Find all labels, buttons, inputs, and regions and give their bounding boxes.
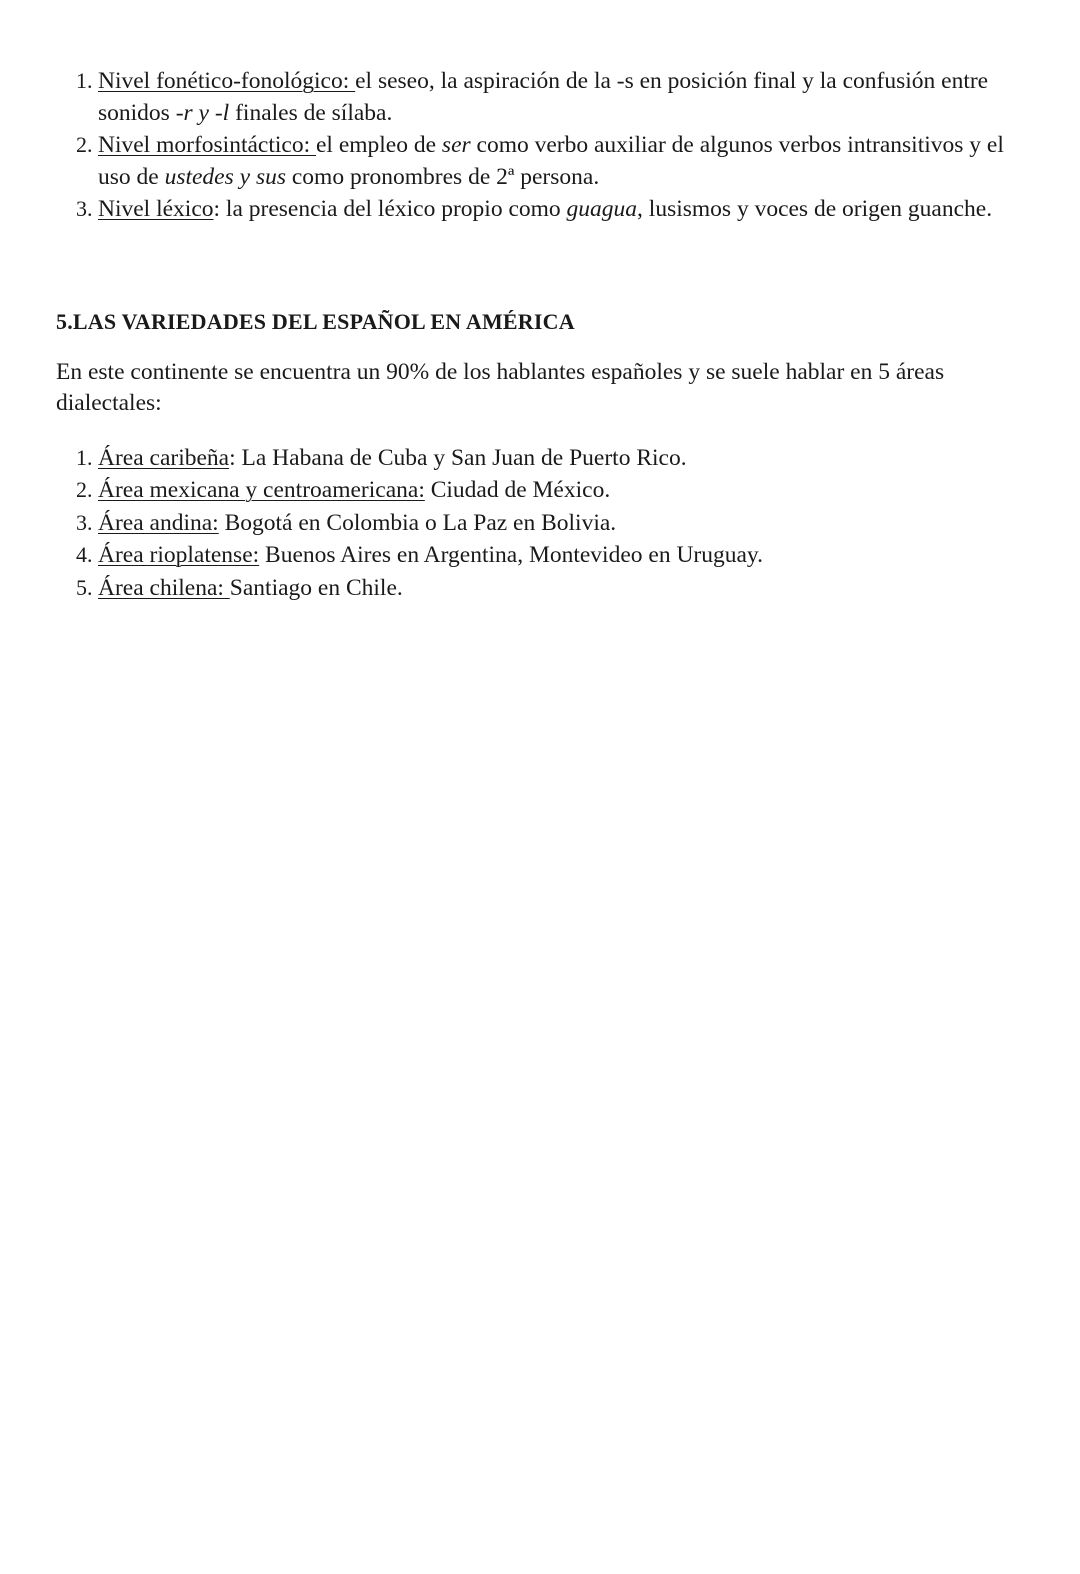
list-item	[98, 474, 1028, 507]
list-item	[98, 193, 1028, 226]
section-intro: En este continente se encuentra un 90% de los hablantes españoles y se suele hablar en 5 áreas dialectales:	[56, 358, 945, 416]
item-italic: ustedes y sus	[164, 163, 286, 190]
item-text: como pronombres de 2ª persona.	[285, 163, 600, 190]
item-italic: guagua	[566, 196, 638, 222]
item-italic: -r y -l	[175, 99, 230, 126]
linguistic-levels-list	[56, 65, 1028, 226]
item-text: : La Habana de Cuba y San Juan de Puerto Rico.	[229, 444, 687, 471]
item-label: Área andina:	[98, 509, 219, 536]
list-item	[98, 507, 1028, 540]
item-label: Nivel léxico	[98, 196, 214, 222]
item-text: Ciudad de México.	[424, 477, 611, 503]
item-text: Santiago en Chile.	[229, 574, 403, 601]
list-item	[98, 442, 1028, 475]
item-text: , lusismos y voces de origen guanche.	[637, 196, 993, 222]
list-item	[98, 129, 1028, 193]
section-heading: 5.LAS VARIEDADES DEL ESPAÑOL EN AMÉRICA	[56, 308, 575, 334]
item-text: como verbo auxiliar de algunos verbos intransitivos y el uso de	[98, 132, 1004, 190]
item-text: : la presencia del léxico propio como	[213, 196, 567, 222]
list-item	[98, 65, 1028, 129]
item-text: finales de sílaba.	[229, 99, 393, 126]
item-label: Área chilena:	[98, 574, 230, 601]
list-item	[98, 572, 1028, 605]
item-text: el seseo, la aspiración de la -s en posición final y la confusión entre sonidos	[98, 68, 989, 126]
item-label: Nivel morfosintáctico:	[98, 132, 316, 158]
item-text: Bogotá en Colombia o La Paz en Bolivia.	[218, 509, 617, 536]
item-italic: ser	[441, 132, 471, 158]
dialect-areas-list	[56, 442, 1028, 605]
item-label: Área caribeña	[98, 444, 230, 471]
item-label: Área rioplatense:	[98, 542, 260, 568]
item-label: Área mexicana y centroamericana:	[98, 477, 425, 503]
item-text: el empleo de	[315, 132, 442, 158]
item-label: Nivel fonético-fonológico:	[98, 68, 356, 94]
document-page	[56, 65, 1028, 604]
list-item	[98, 539, 1028, 572]
item-text: Buenos Aires en Argentina, Montevideo en Uruguay.	[259, 542, 764, 568]
